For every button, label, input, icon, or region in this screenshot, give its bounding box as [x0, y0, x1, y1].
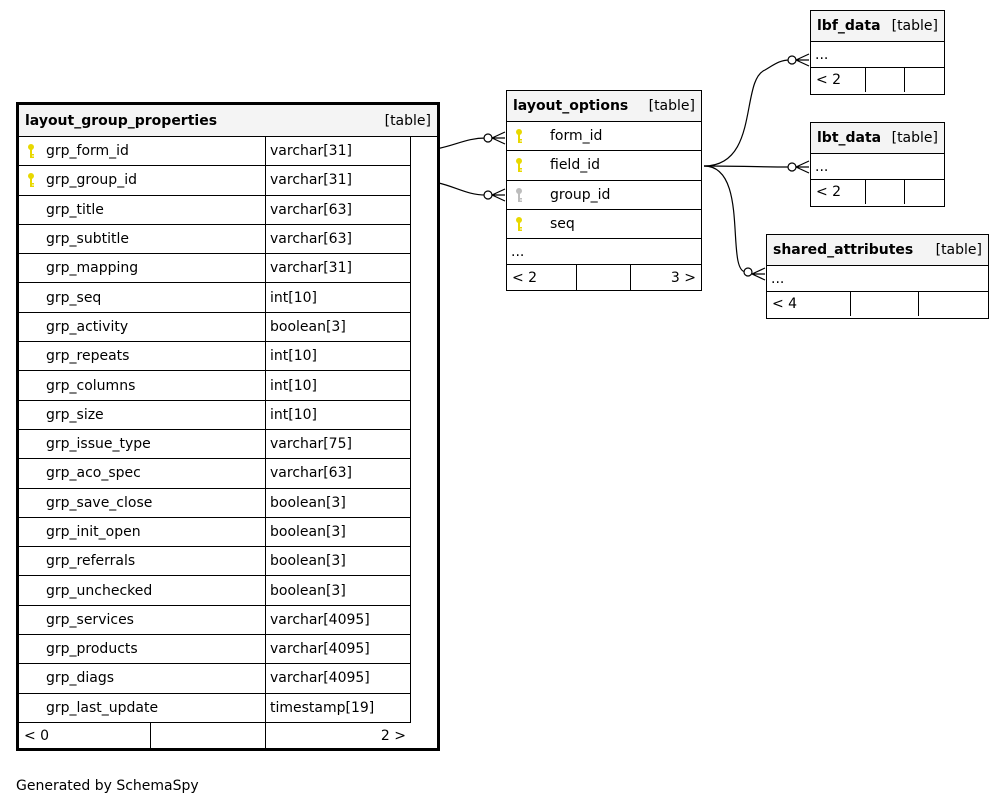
column-name: group_id	[550, 186, 611, 203]
column-name-cell	[19, 254, 266, 282]
column-type: int[10]	[266, 342, 411, 370]
column-name-cell	[19, 489, 266, 517]
column-type: varchar[75]	[266, 430, 411, 458]
zero-many-marker	[744, 268, 752, 276]
column-name: grp_columns	[46, 377, 136, 394]
column-type: varchar[63]	[266, 459, 411, 487]
column-type: varchar[31]	[266, 254, 411, 282]
table-row[interactable]	[19, 313, 411, 342]
column-name-cell	[19, 342, 266, 370]
column-type: varchar[4095]	[266, 606, 411, 634]
footer-spacer	[919, 292, 988, 316]
column-name: grp_title	[46, 201, 104, 218]
table-lbt-data[interactable]	[810, 122, 945, 207]
table-name: layout_options	[513, 98, 629, 114]
crowfoot-marker	[492, 189, 505, 201]
table-row[interactable]	[19, 664, 411, 693]
parents-count: < 0	[19, 723, 151, 750]
column-name: grp_mapping	[46, 260, 139, 277]
column-name-cell	[19, 518, 266, 546]
table-header	[19, 105, 437, 137]
column-name-cell	[19, 371, 266, 399]
table-header	[811, 123, 944, 154]
column-type: int[10]	[266, 371, 411, 399]
footer-spacer	[866, 68, 905, 92]
column-name: grp_form_id	[46, 143, 129, 160]
column-type: varchar[4095]	[266, 635, 411, 663]
column-name: grp_last_update	[46, 699, 159, 716]
generator-caption: Generated by SchemaSpy	[16, 778, 199, 794]
table-name: shared_attributes	[773, 242, 914, 258]
parents-count: < 4	[767, 292, 851, 316]
table-header	[767, 235, 988, 266]
column-name: grp_seq	[46, 289, 102, 306]
column-name: grp_unchecked	[46, 582, 153, 599]
zero-many-marker	[484, 134, 492, 142]
table-row[interactable]	[19, 254, 411, 283]
column-name-cell	[19, 694, 266, 722]
footer-spacer	[905, 180, 944, 204]
column-name: grp_save_close	[46, 494, 153, 511]
column-name-cell	[19, 576, 266, 604]
column-name: grp_issue_type	[46, 436, 151, 453]
column-name: grp_aco_spec	[46, 465, 141, 482]
column-type: varchar[63]	[266, 225, 411, 253]
column-name-cell	[19, 137, 266, 165]
column-name: field_id	[550, 157, 600, 174]
column-name-cell	[19, 401, 266, 429]
table-layout-group-properties[interactable]	[16, 102, 440, 751]
footer-spacer	[577, 265, 631, 290]
parents-count: < 2	[811, 180, 866, 204]
column-name: grp_services	[46, 611, 134, 628]
zero-many-marker	[484, 191, 492, 199]
more-columns-ellipsis: ...	[811, 42, 944, 68]
table-footer	[811, 180, 944, 204]
column-type: varchar[4095]	[266, 664, 411, 692]
column-name: grp_referrals	[46, 553, 136, 570]
column-type: boolean[3]	[266, 547, 411, 575]
column-type: boolean[3]	[266, 313, 411, 341]
column-name: grp_size	[46, 406, 104, 423]
column-name: grp_products	[46, 641, 138, 658]
column-name-cell	[507, 210, 701, 238]
table-row[interactable]	[19, 489, 411, 518]
column-type: varchar[31]	[266, 166, 411, 194]
table-type-label: [table]	[891, 130, 938, 146]
column-name: grp_diags	[46, 670, 115, 687]
table-row[interactable]	[19, 547, 411, 576]
column-name-cell	[507, 151, 701, 179]
column-type: boolean[3]	[266, 489, 411, 517]
column-name-cell	[19, 196, 266, 224]
table-row[interactable]	[19, 225, 411, 254]
table-type-label: [table]	[384, 112, 431, 129]
zero-many-marker	[788, 56, 796, 64]
column-type: int[10]	[266, 401, 411, 429]
table-row[interactable]	[19, 459, 411, 488]
column-type: varchar[63]	[266, 196, 411, 224]
table-row[interactable]	[507, 210, 701, 239]
column-name: grp_repeats	[46, 348, 130, 365]
column-name-cell	[19, 166, 266, 194]
footer-spacer	[851, 292, 919, 316]
table-row[interactable]	[19, 166, 411, 195]
table-footer	[767, 292, 988, 316]
link-shared-attributes	[704, 166, 746, 272]
table-type-label: [table]	[935, 242, 982, 258]
crowfoot-marker	[796, 54, 809, 66]
table-footer	[19, 723, 411, 750]
table-lbf-data[interactable]	[810, 10, 945, 95]
column-name: seq	[550, 216, 575, 233]
table-header	[507, 91, 701, 122]
crowfoot-marker	[492, 132, 505, 144]
column-name-cell	[19, 547, 266, 575]
crowfoot-marker	[796, 161, 809, 173]
table-row[interactable]	[19, 196, 411, 225]
primary-key-icon	[27, 143, 35, 159]
table-row[interactable]	[19, 576, 411, 605]
table-row[interactable]	[19, 606, 411, 635]
column-name-cell	[507, 122, 701, 150]
table-row[interactable]	[19, 371, 411, 400]
column-name-cell	[19, 635, 266, 663]
primary-key-icon	[515, 216, 523, 232]
column-name: grp_activity	[46, 318, 129, 335]
table-row[interactable]	[19, 430, 411, 459]
foreign-key-icon	[515, 187, 523, 203]
table-row[interactable]	[507, 181, 701, 210]
column-name-cell	[19, 664, 266, 692]
children-count: 3 >	[670, 269, 696, 286]
children-count: 2 >	[380, 728, 406, 745]
more-columns-ellipsis: ...	[811, 154, 944, 180]
column-type: int[10]	[266, 283, 411, 311]
table-row[interactable]	[19, 635, 411, 664]
table-type-label: [table]	[891, 18, 938, 34]
column-list	[19, 137, 437, 723]
footer-spacer	[151, 723, 266, 750]
table-row[interactable]	[19, 283, 411, 312]
parents-count: < 2	[507, 265, 577, 290]
column-type: varchar[31]	[266, 137, 411, 165]
table-shared-attributes[interactable]	[766, 234, 989, 319]
link-lbt-data	[704, 166, 790, 167]
table-row[interactable]	[19, 518, 411, 547]
table-footer	[507, 265, 701, 290]
column-type: boolean[3]	[266, 576, 411, 604]
column-name-cell	[19, 313, 266, 341]
table-name: lbt_data	[817, 130, 882, 146]
footer-spacer	[866, 180, 905, 204]
column-name: grp_init_open	[46, 524, 141, 540]
more-columns-ellipsis: ...	[507, 239, 701, 265]
column-name-cell	[19, 283, 266, 311]
table-row[interactable]	[19, 137, 411, 166]
column-name: grp_subtitle	[46, 231, 129, 248]
primary-key-icon	[515, 128, 523, 144]
zero-many-marker	[788, 163, 796, 171]
column-name-cell	[19, 430, 266, 458]
table-row[interactable]	[507, 151, 701, 180]
table-layout-options[interactable]	[506, 90, 702, 291]
column-type: timestamp[19]	[266, 694, 411, 722]
more-columns-ellipsis: ...	[767, 266, 988, 292]
column-type: boolean[3]	[266, 518, 411, 546]
column-name-cell	[19, 459, 266, 487]
parents-count: < 2	[811, 68, 866, 92]
column-name-cell	[19, 225, 266, 253]
table-name: layout_group_properties	[25, 112, 218, 129]
primary-key-icon	[27, 172, 35, 188]
column-list	[507, 122, 701, 239]
table-row[interactable]	[19, 694, 411, 723]
table-row[interactable]	[19, 342, 411, 371]
table-row[interactable]	[507, 122, 701, 151]
column-name: grp_group_id	[46, 172, 137, 189]
primary-key-icon	[515, 157, 523, 173]
table-row[interactable]	[19, 401, 411, 430]
table-name: lbf_data	[817, 18, 881, 34]
crowfoot-marker	[752, 268, 765, 280]
table-type-label: [table]	[648, 98, 695, 114]
link-lbf-data	[704, 60, 790, 166]
column-name-cell	[507, 181, 701, 209]
column-name: form_id	[550, 128, 603, 145]
table-footer	[811, 68, 944, 92]
footer-spacer	[905, 68, 944, 92]
table-header	[811, 11, 944, 42]
column-name-cell	[19, 606, 266, 634]
